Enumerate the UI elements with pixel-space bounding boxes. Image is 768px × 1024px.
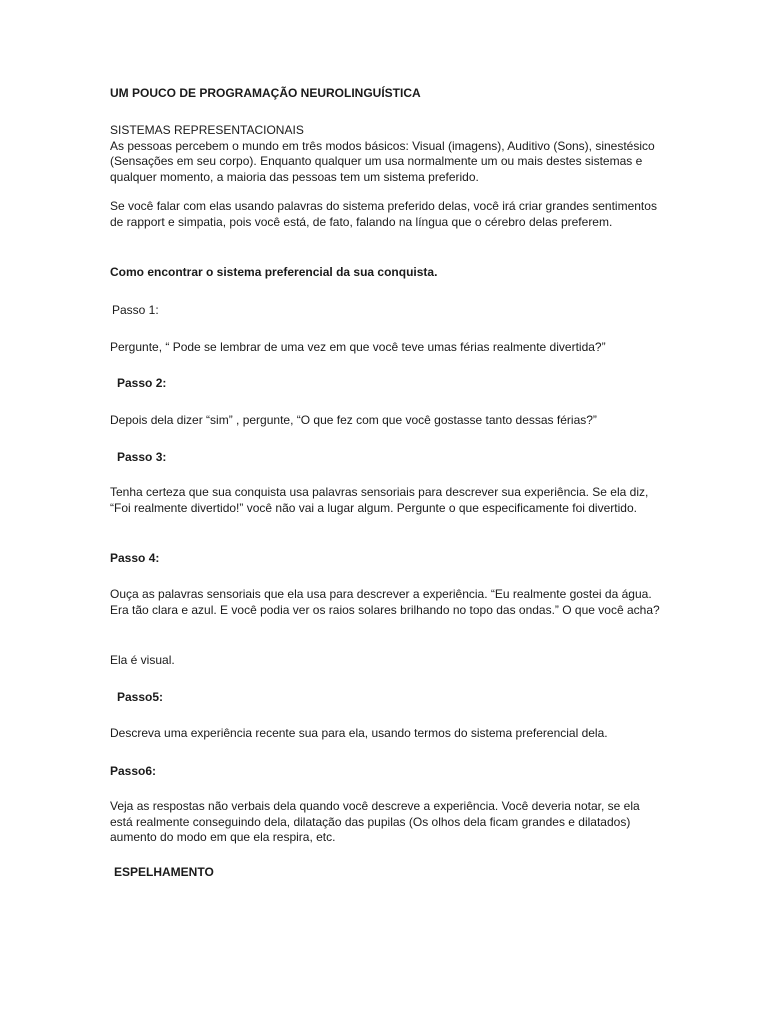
step-5-label: Passo5: — [117, 690, 164, 704]
step-1-label: Passo 1: — [112, 303, 159, 317]
step-4-text: Ouça as palavras sensoriais que ela usa para descrever a experiência. “Eu realmente gostei da água. Era tão clara e azul. E você podia ver os raios solares brilhando no topo das ondas.” O que você acha? — [110, 587, 660, 617]
rapport-paragraph: Se você falar com elas usando palavras do sistema preferido delas, você irá criar grandes sentimentos de rapport e simpatia, pois você está, de fato, falando na língua que o cérebro delas preferem. — [110, 199, 657, 229]
intro-paragraph: As pessoas percebem o mundo em três modos básicos: Visual (imagens), Auditivo (Sons), sinestésico (Sensações em seu corpo). Enquanto qualquer um usa normalmente um ou mais destes sistemas e qualquer momento, a maioria das pessoas tem um sistema preferido. — [110, 138, 655, 184]
step-3-text: Tenha certeza que sua conquista usa palavras sensoriais para descrever sua experiência. Se ela diz, “Foi realmente divertido!” você não vai a lugar algum. Pergunte o que especificamente foi divertido. — [110, 485, 649, 515]
step-2-text: Depois dela dizer “sim” , pergunte, “O que fez com que você gostasse tanto dessas férias?” — [110, 413, 597, 427]
step-1-text: Pergunte, “ Pode se lembrar de uma vez em que você teve umas férias realmente divertida?” — [110, 340, 606, 354]
step-4-extra: Ela é visual. — [110, 653, 175, 667]
step-4-label: Passo 4: — [110, 551, 160, 565]
section-heading: SISTEMAS REPRESENTACIONAIS — [110, 123, 304, 137]
step-2-label: Passo 2: — [117, 376, 167, 390]
step-6-text: Veja as respostas não verbais dela quando você descreve a experiência. Você deveria notar, se ela está realmente conseguindo dela, dilatação das pupilas (Os olhos dela ficam grandes e dilatados) aumento do modo em que ela respira, etc. — [110, 799, 640, 844]
step-3-label: Passo 3: — [117, 450, 167, 464]
document-title: UM POUCO DE PROGRAMAÇÃO NEUROLINGUÍSTICA — [110, 86, 421, 100]
step-5-text: Descreva uma experiência recente sua para ela, usando termos do sistema preferencial dela. — [110, 726, 608, 740]
step-6-label: Passo6: — [110, 764, 157, 778]
how-to-heading: Como encontrar o sistema preferencial da sua conquista. — [110, 265, 438, 279]
final-heading: ESPELHAMENTO — [114, 865, 214, 879]
